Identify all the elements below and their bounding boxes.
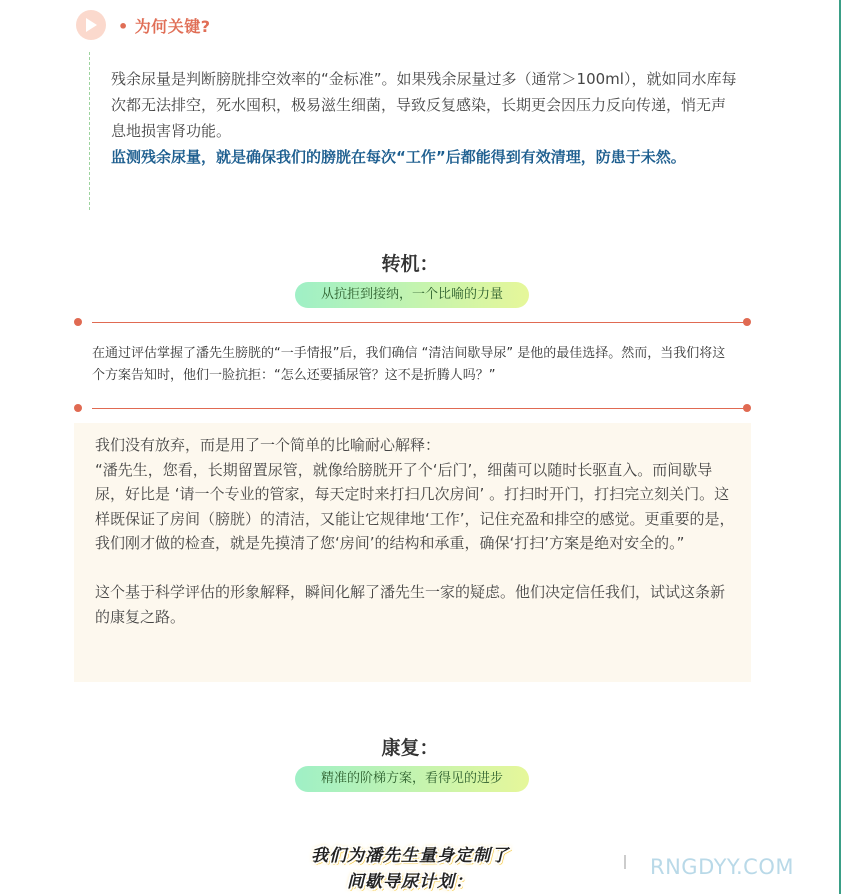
metaphor-result: 这个基于科学评估的形象解释，瞬间化解了潘先生一家的疑虑。他们决定信任我们，试试这条新的康复之路。 (95, 583, 726, 626)
quote-top-line (92, 322, 747, 323)
metaphor-intro: 我们没有放弃，而是用了一个简单的比喻耐心解释： (95, 436, 441, 454)
page-right-rule (839, 0, 841, 894)
caption-line-2: 间歇导尿计划： (347, 872, 473, 892)
why-section-header (76, 8, 211, 42)
quote-bottom-line (92, 408, 747, 409)
quote-dot (743, 318, 751, 326)
metaphor-text (95, 433, 735, 629)
why-emphasis: 监测残余尿量，就是确保我们的膀胱在每次“工作”后都能得到有效清理，防患于未然。 (111, 148, 686, 166)
metaphor-block (74, 423, 751, 682)
quote-dot (74, 318, 82, 326)
quote-box (78, 322, 747, 408)
quote-dot (743, 404, 751, 412)
quote-text: 在通过评估掌握了潘先生膀胱的“一手情报”后，我们确信 “清洁间歇导尿” 是他的最佳选择。然而，当我们将这个方案告知时，他们一脸抗拒：“怎么还要插尿管？这不是折腾人吗？” (92, 346, 726, 383)
caption-line-1: 我们为潘先生量身定制了 (311, 846, 509, 866)
why-block (89, 52, 740, 210)
why-title: • 为何关键? (118, 16, 211, 36)
recovery-subtitle-pill: 精准的阶梯方案，看得见的进步 (295, 766, 529, 792)
watermark: RNGDYY.COM (650, 855, 794, 879)
recovery-title: 康复： (381, 737, 439, 759)
watermark-divider (624, 855, 626, 869)
play-icon[interactable] (76, 10, 106, 40)
why-paragraph: 残余尿量是判断膀胱排空效率的“金标准”。如果残余尿量过多（通常＞100ml），就如同水库每次都无法排空，死水囤积，极易滋生细菌，导致反复感染，长期更会因压力反向传递，悄无声息地损害肾功能。 (111, 70, 737, 140)
metaphor-quote: “潘先生，您看，长期留置尿管，就像给膀胱开了个‘后门’，细菌可以随时长驱直入。而间歇导尿，好比是 ‘请一个专业的管家，每天定时来打扫几次房间’ 。打扫时开门，打扫完立刻关门。这样既保证了房间（膀胱）的清洁，又能让它规律地‘工作’，记住充盈和排空的感觉。更重要的是，我们刚才做的检查，就是先摸清了您‘房间’的结构和承重，确保‘打扫’方案是绝对安全的。” (95, 460, 735, 552)
turning-subtitle-pill: 从抗拒到接纳，一个比喻的力量 (295, 282, 529, 308)
turning-title: 转机： (381, 253, 439, 275)
why-text (111, 66, 737, 170)
quote-dot (74, 404, 82, 412)
